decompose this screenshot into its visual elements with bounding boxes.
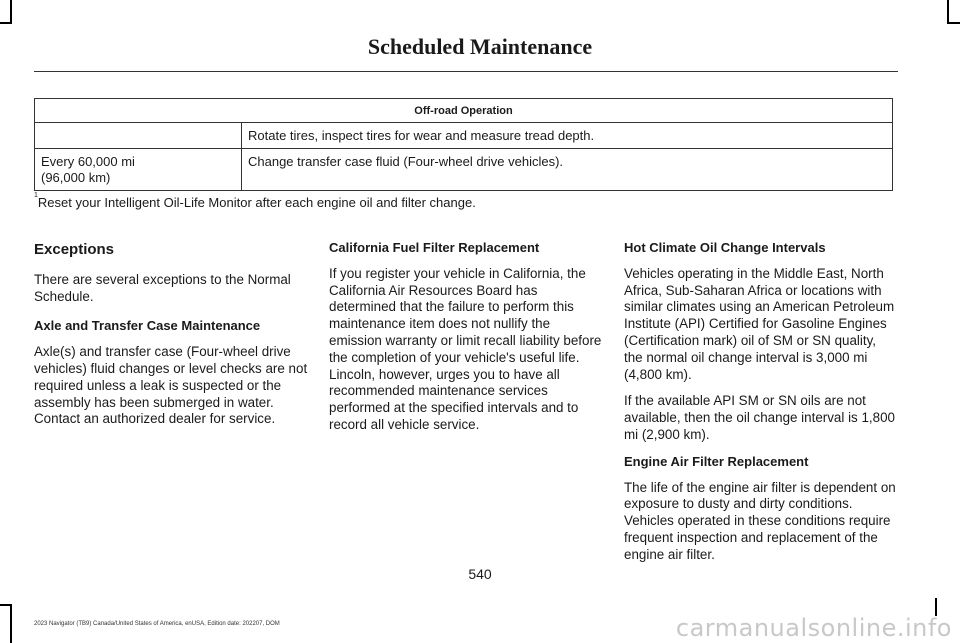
subsection-heading: Axle and Transfer Case Maintenance (34, 318, 261, 334)
paragraph: There are several exceptions to the Normal Schedule. (34, 271, 291, 304)
footnote (34, 192, 476, 210)
column-exceptions (34, 240, 308, 441)
crop-mark (10, 0, 12, 24)
footnote-text: Reset your Intelligent Oil-Life Monitor after each engine oil and filter change. (37, 195, 476, 210)
maintenance-table (34, 98, 893, 191)
interval-cell (35, 123, 242, 149)
edition-footer: 2023 Navigator (TB9) Canada/United States of America, enUSA, Edition date: 202207, DOM (34, 621, 280, 627)
column-hot-climate (624, 240, 896, 574)
crop-mark (10, 604, 12, 643)
action-cell: Rotate tires, inspect tires for wear and measure tread depth. (242, 123, 893, 149)
column-california (329, 240, 603, 444)
page-title: Scheduled Maintenance (367, 34, 593, 59)
crop-mark (0, 22, 12, 24)
paragraph: If you register your vehicle in California, the California Air Resources Board has determined that the failure to perform this maintenance item does not nullify the emission warranty or limit recall liability before the completion of your vehicle's useful life. Lincoln, however, urges you to have all recommended maintenance services performed at the specified intervals and to record all vehicle service. (329, 265, 602, 432)
footnote-marker: 1 (34, 192, 38, 199)
section-heading: Exceptions (34, 241, 115, 258)
subsection-heading: Engine Air Filter Replacement (624, 453, 809, 469)
crop-mark (947, 0, 949, 24)
title-divider (34, 71, 898, 72)
paragraph: If the available API SM or SN oils are not available, then the oil change interval is 1,800 mi (2,900 km). (624, 393, 895, 442)
table-row (35, 123, 893, 149)
paragraph: The life of the engine air filter is dependent on exposure to dusty and dirty conditions. Vehicles operated in these conditions require frequent inspection and replacement of the engine air filter. (624, 479, 896, 562)
watermark: carmanualsonline.info (675, 614, 952, 642)
table-caption: Off-road Operation (35, 99, 893, 123)
subsection-heading: Hot Climate Oil Change Intervals (624, 240, 826, 255)
action-cell: Change transfer case fluid (Four-wheel drive vehicles). (242, 149, 893, 191)
crop-mark (948, 22, 960, 24)
paragraph: Axle(s) and transfer case (Four-wheel drive vehicles) fluid changes or level checks are not required unless a leak is suspected or the assembly has been submerged in water. Contact an authorized dealer for service. (34, 344, 308, 427)
table-row (35, 149, 893, 191)
crop-mark (0, 604, 12, 606)
subsection-heading: California Fuel Filter Replacement (329, 240, 540, 255)
paragraph: Vehicles operating in the Middle East, North Africa, Sub-Saharan Africa or locations with similar climates using an American Petroleum Institute (API) Certified for Gasoline Engines (Certification mark) oil of SM or SN quality, the normal oil change interval is 3,000 mi (4,800 km). (624, 265, 895, 382)
table-header-row (35, 99, 893, 123)
page-number: 540 (468, 566, 492, 582)
interval-cell: Every 60,000 mi (96,000 km) (35, 149, 242, 191)
